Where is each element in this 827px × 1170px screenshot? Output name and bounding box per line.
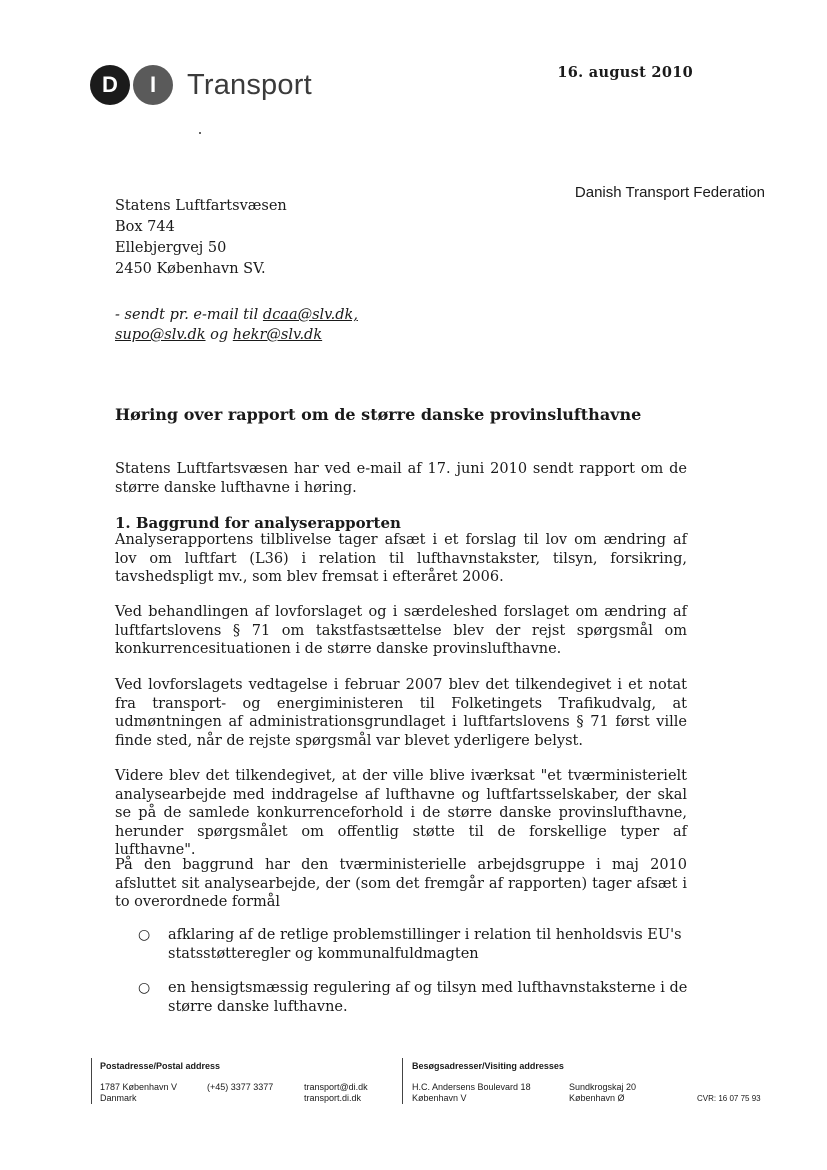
recipient-address <box>115 196 287 280</box>
footer-email[interactable]: transport@di.dk <box>304 1082 368 1092</box>
postal-line-1: 1787 København V <box>100 1082 178 1092</box>
footer-divider <box>402 1058 403 1104</box>
email-note-joiner: og <box>210 327 229 343</box>
letter-title: Høring over rapport om de større danske provinslufthavne <box>115 405 642 424</box>
visiting-address-label: Besøgsadresser/Visiting addresses <box>412 1061 564 1071</box>
footer-divider <box>91 1058 92 1104</box>
address-line: Box 744 <box>115 219 175 235</box>
bullet-item: en hensigtsmæssig regulering af og tilsyn med lufthavnstaksterne i de større danske lufthavne. <box>168 980 688 1015</box>
paragraph-4: Videre blev det tilkendegivet, at der ville blive iværksat "et tværministerielt analysearbejde med inddragelse af lufthavne og luftfartsselskaber, der skal se på de samlede konkurrenceforhold i de større danske provinslufthavne, herunder spørgsmålet om offentlig støtte til de forskellige typer af lufthavne". <box>115 768 687 858</box>
email-link-supo[interactable]: supo@slv.dk <box>115 327 206 343</box>
paragraph-2: Ved behandlingen af lovforslaget og i særdeleshed forslaget om ændring af luftfartslovens § 71 om takstfastsættelse blev der rejst spørgsmål om konkurrencesituationen i de større danske provinslufthavne. <box>115 604 687 657</box>
visit-1-line-1: H.C. Andersens Boulevard 18 <box>412 1082 531 1092</box>
email-note-prefix: - sendt pr. e-mail til <box>115 307 259 323</box>
footer-website[interactable]: transport.di.dk <box>304 1093 362 1103</box>
postal-line-2: Danmark <box>100 1093 137 1103</box>
bullet-marker: ○ <box>138 980 151 996</box>
federation-name: Danish Transport Federation <box>574 184 765 201</box>
visit-2-line-2: København Ø <box>569 1093 625 1103</box>
decorative-dot <box>199 132 201 134</box>
paragraph-1: Analyserapportens tilblivelse tager afsæt i et forslag til lov om ændring af lov om luftfart (L36) i relation til lufthavnstakster, tilsyn, forsikring, tavshedspligt mv., som blev fremsat i efteråret 2006. <box>115 532 687 585</box>
letter-date: 16. august 2010 <box>557 64 693 81</box>
email-link-hekr[interactable]: hekr@slv.dk <box>232 327 323 343</box>
section-heading: 1. Baggrund for analyserapporten <box>115 514 401 532</box>
email-link-dcaa[interactable]: dcaa@slv.dk, <box>262 307 358 323</box>
bullet-item: afklaring af de retlige problemstillinger i relation til henholdsvis EU's statsstøtteregler og kommunalfuldmagten <box>168 927 682 962</box>
visit-2-line-1: Sundkrogskaj 20 <box>569 1082 637 1092</box>
email-note <box>115 305 358 345</box>
logo-circle-i: I <box>133 65 173 105</box>
paragraph-3: Ved lovforslagets vedtagelse i februar 2007 blev det tilkendegivet i et notat fra transport- og energiministeren til Folketingets Trafikudvalg, at udmøntningen af administrationsgrundlaget i luftfartslovens § 71 først ville finde sted, når de rejste spørgsmål var blevet yderligere belyst. <box>115 677 687 749</box>
address-line: 2450 København SV. <box>115 261 266 277</box>
postal-address-label: Postadresse/Postal address <box>100 1061 221 1071</box>
paragraph-5: På den baggrund har den tværministerielle arbejdsgruppe i maj 2010 afsluttet sit analysearbejde, der (som det fremgår af rapporten) tager afsæt i to overordnede formål <box>115 857 687 910</box>
address-line: Statens Luftfartsvæsen <box>115 198 287 214</box>
visit-1-line-2: København V <box>412 1093 467 1103</box>
logo-circle-d: D <box>90 65 130 105</box>
di-transport-logo <box>90 62 312 108</box>
footer-phone: (+45) 3377 3377 <box>207 1082 274 1092</box>
bullet-marker: ○ <box>138 927 151 943</box>
logo-text: Transport <box>187 68 312 101</box>
intro-paragraph: Statens Luftfartsvæsen har ved e-mail af 17. juni 2010 sendt rapport om de større danske lufthavne i høring. <box>115 461 687 496</box>
address-line: Ellebjergvej 50 <box>115 240 227 256</box>
cvr-number: CVR: 16 07 75 93 <box>697 1094 761 1103</box>
